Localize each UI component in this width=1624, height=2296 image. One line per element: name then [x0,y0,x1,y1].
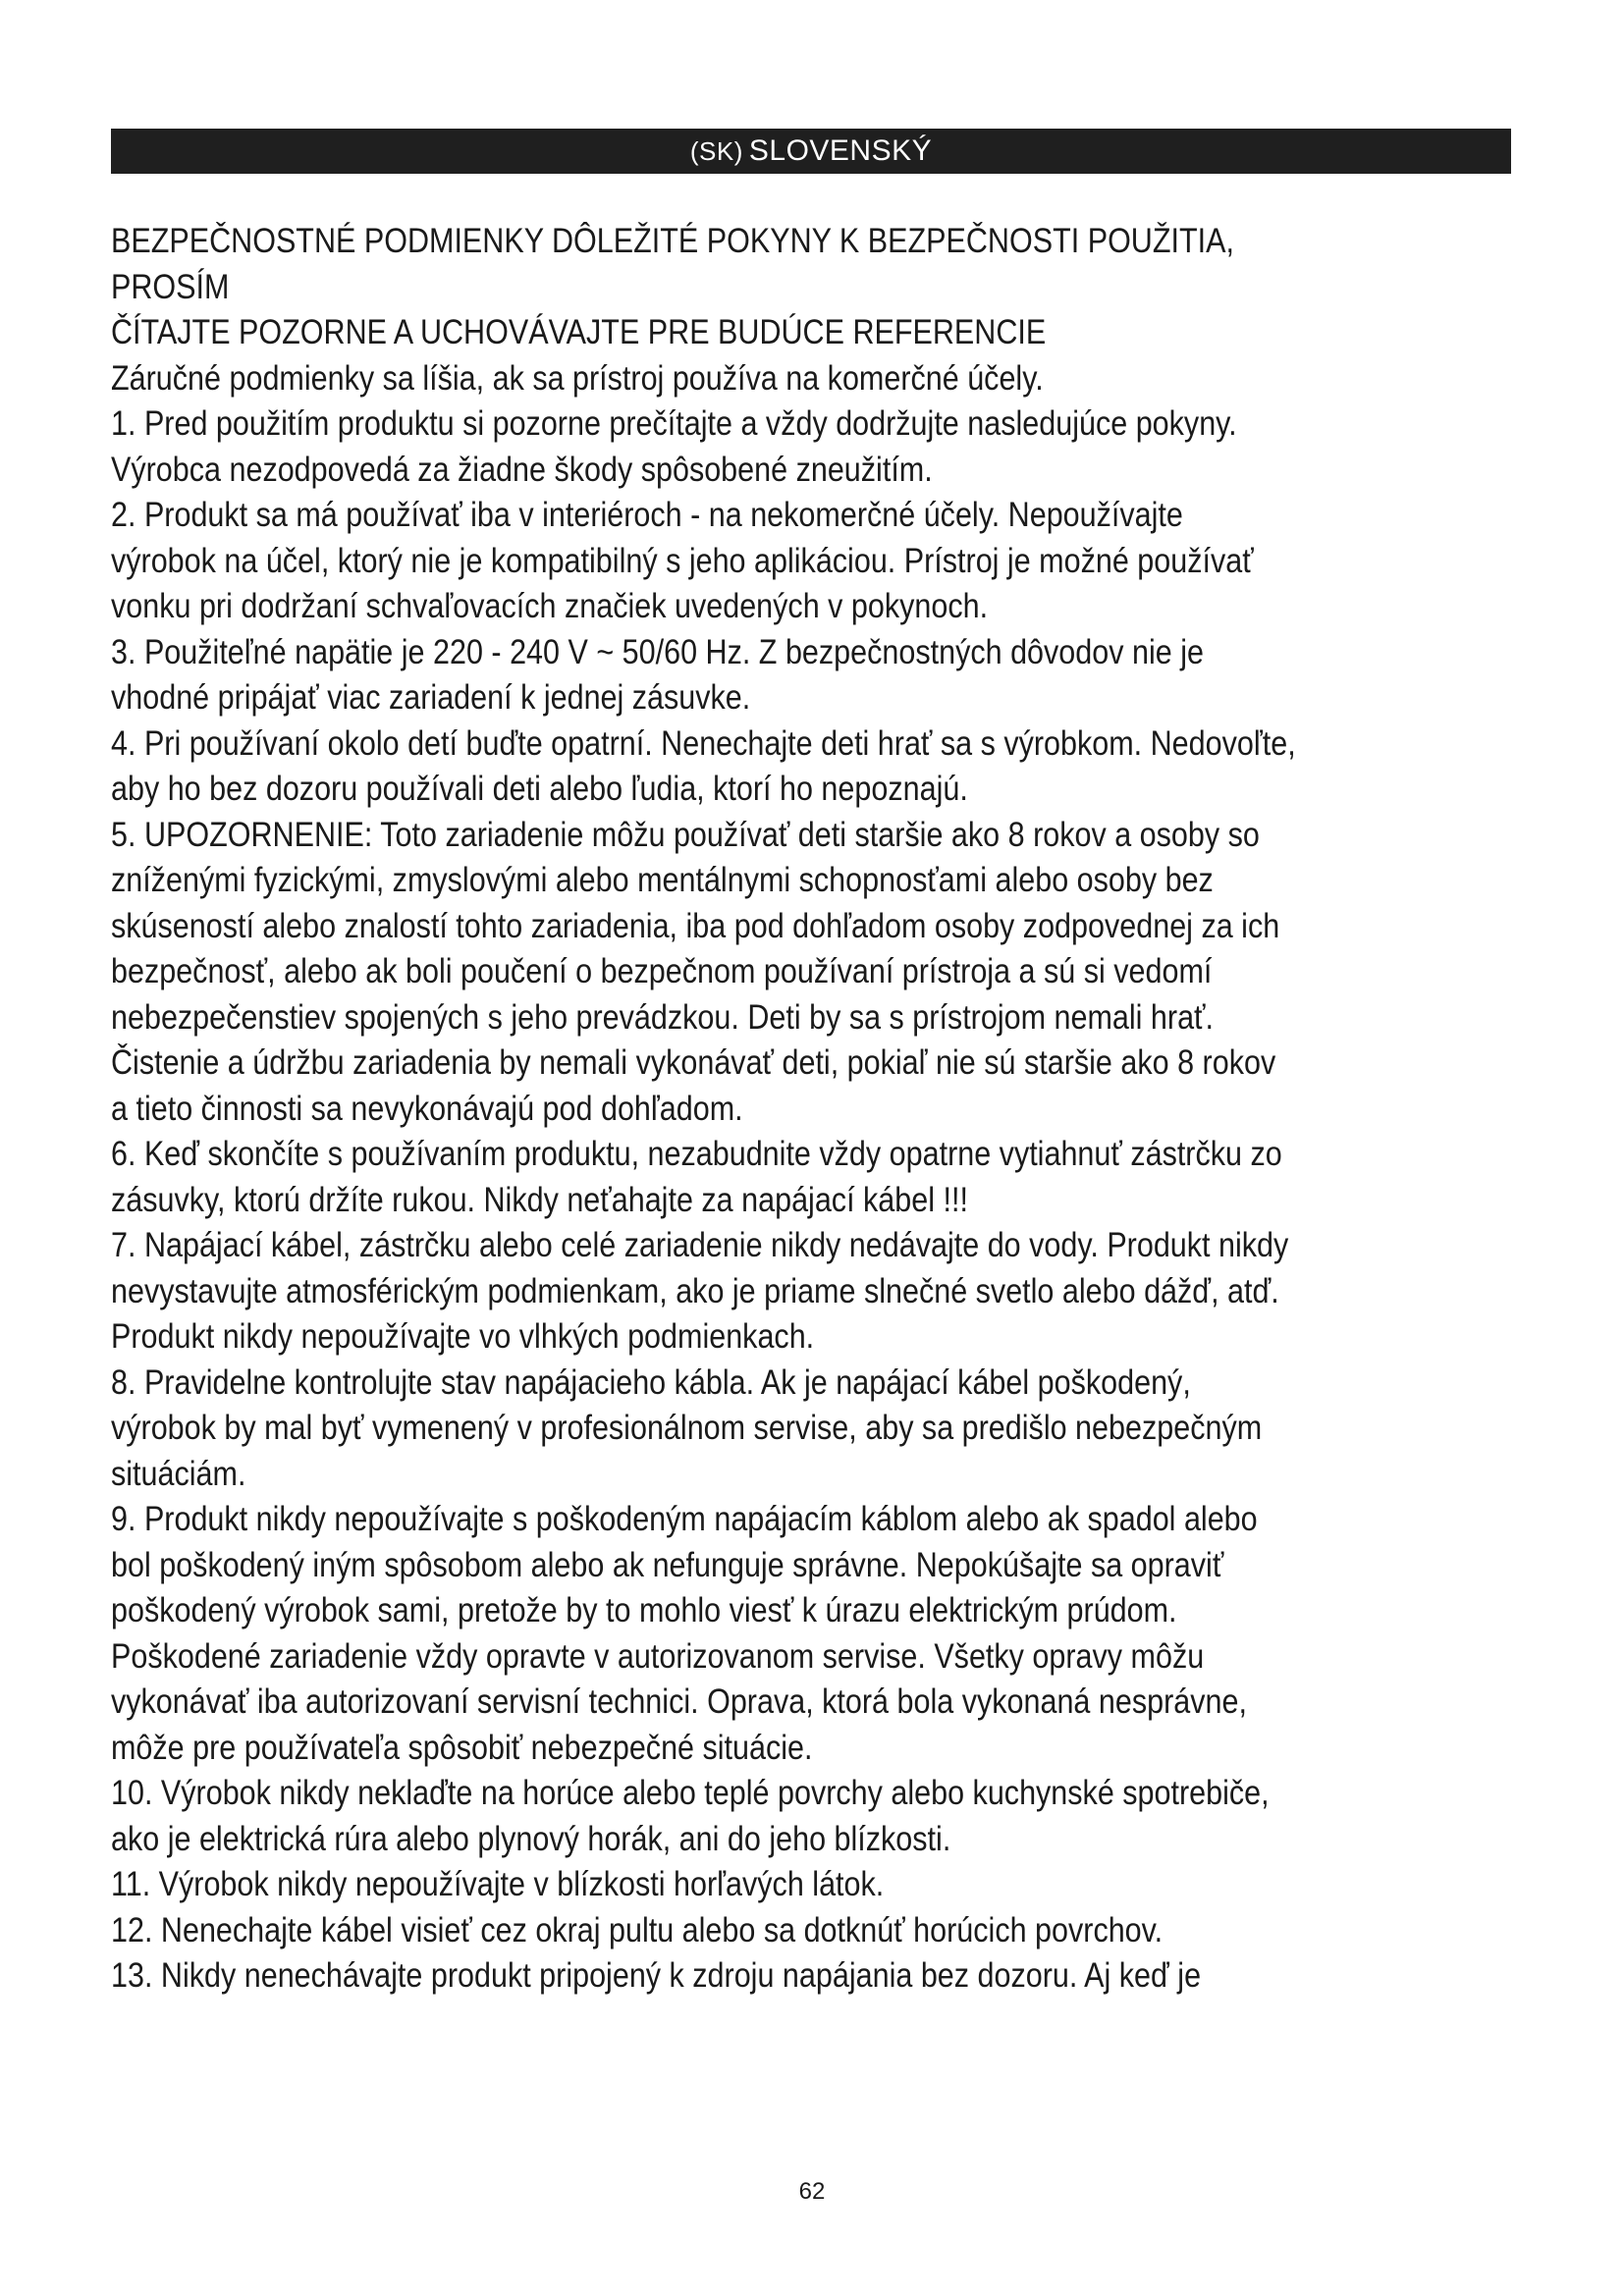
item-3-line: vhodné pripájať viac zariadení k jednej zásuvke. [111,677,751,717]
item-2-line: výrobok na účel, ktorý nie je kompatibilný s jeho aplikáciou. Prístroj je možné používať [111,540,1254,580]
item-9-line: 9. Produkt nikdy nepoužívajte s poškodeným napájacím káblom alebo ak spadol alebo [111,1499,1258,1538]
page-number: 62 [798,2178,826,2205]
item-5-line: bezpečnosť, alebo ak boli poučení o bezpečnom používaní prístroja a sú si vedomí [111,951,1213,990]
item-12-line: 12. Nenechajte kábel visieť cez okraj pultu alebo sa dotknúť horúcich povrchov. [111,1909,1164,1949]
item-5-line: zníženými fyzickými, zmyslovými alebo mentálnymi schopnosťami alebo osoby bez [111,860,1214,899]
title-line: BEZPEČNOSTNÉ PODMIENKY DÔLEŽITÉ POKYNY K BEZPEČNOSTI POUŽITIA, [111,221,1234,260]
item-9-line: poškodený výrobok sami, pretože by to mohlo viesť k úrazu elektrickým prúdom. [111,1590,1177,1629]
item-10-line: 10. Výrobok nikdy neklaďte na horúce alebo teplé povrchy alebo kuchynské spotrebiče, [111,1773,1270,1812]
intro-text: Záručné podmienky sa líšia, ak sa prístroj používa na komerčné účely. [111,357,1044,398]
item-13-line: 13. Nikdy nenechávajte produkt pripojený k zdroju napájania bez dozoru. Aj keď je [111,1955,1202,1995]
document-body [111,218,1530,1999]
item-6-line: zásuvky, ktorú držíte rukou. Nikdy neťahajte za napájací kábel !!! [111,1179,968,1219]
item-5-line: nebezpečenstiev spojených s jeho prevádzkou. Deti by sa s prístrojom nemali hrať. [111,996,1214,1037]
item-6-line: 6. Keď skončíte s používaním produktu, nezabudnite vždy opatrne vytiahnuť zástrčku zo [111,1134,1282,1173]
item-4-line: 4. Pri používaní okolo detí buďte opatrní. Nenechajte deti hrať sa s výrobkom. Nedovoľte, [111,722,1296,763]
item-8-line: situáciám. [111,1453,246,1493]
item-11-line: 11. Výrobok nikdy nepoužívajte v blízkosti horľavých látok. [111,1864,885,1903]
item-1-line: Výrobca nezodpovedá za žiadne škody spôsobené zneužitím. [111,449,933,489]
language-code: (SK) [689,135,743,166]
language-name: SLOVENSKÝ [748,134,933,167]
item-1-line: 1. Pred použitím produktu si pozorne prečítajte a vždy dodržujte nasledujúce pokyny. [111,403,1237,443]
item-5-line: 5. UPOZORNENIE: Toto zariadenie môžu používať deti staršie ako 8 rokov a osoby so [111,814,1260,854]
item-7-line: 7. Napájací kábel, zástrčku alebo celé zariadenie nikdy nedávajte do vody. Produkt nikdy [111,1225,1289,1264]
title-line: PROSÍM [111,266,230,306]
item-9-line: Poškodené zariadenie vždy opravte v autorizovanom servise. Všetky opravy môžu [111,1635,1205,1676]
item-5-line: Čistenie a údržbu zariadenia by nemali vykonávať deti, pokiaľ nie sú staršie ako 8 rokov [111,1042,1276,1082]
item-10-line: ako je elektrická rúra alebo plynový horák, ani do jeho blízkosti. [111,1818,951,1858]
item-8-line: výrobok by mal byť vymenený v profesionálnom servise, aby sa predišlo nebezpečným [111,1408,1263,1447]
item-2-line: vonku pri dodržaní schvaľovacích značiek uvedených v pokynoch. [111,586,989,625]
item-9-line: bol poškodený iným spôsobom alebo ak nefunguje správne. Nepokúšajte sa opraviť [111,1544,1224,1584]
item-8-line: 8. Pravidelne kontrolujte stav napájacieho kábla. Ak je napájací kábel poškodený, [111,1362,1191,1402]
item-5-line: a tieto činnosti sa nevykonávajú pod dohľadom. [111,1088,743,1128]
title-line: ČÍTAJTE POZORNE A UCHOVÁVAJTE PRE BUDÚCE REFERENCIE [111,312,1047,351]
item-9-line: môže pre používateľa spôsobiť nebezpečné situácie. [111,1727,813,1767]
item-3-line: 3. Použiteľné napätie je 220 - 240 V ~ 50/60 Hz. Z bezpečnostných dôvodov nie je [111,631,1204,671]
language-header-bar [111,129,1511,174]
item-5-line: skúseností alebo znalostí tohto zariadenia, iba pod dohľadom osoby zodpovednej za ich [111,905,1280,945]
item-2-line: 2. Produkt sa má používať iba v interiéroch - na nekomerčné účely. Nepoužívajte [111,495,1183,534]
item-9-line: vykonávať iba autorizovaní servisní technici. Oprava, ktorá bola vykonaná nesprávne, [111,1682,1247,1721]
item-7-line: Produkt nikdy nepoužívajte vo vlhkých podmienkach. [111,1316,815,1356]
item-7-line: nevystavujte atmosférickým podmienkam, ako je priame slnečné svetlo alebo dážď, atď. [111,1270,1279,1310]
item-4-line: aby ho bez dozoru používali deti alebo ľudia, ktorí ho nepoznajú. [111,769,968,808]
